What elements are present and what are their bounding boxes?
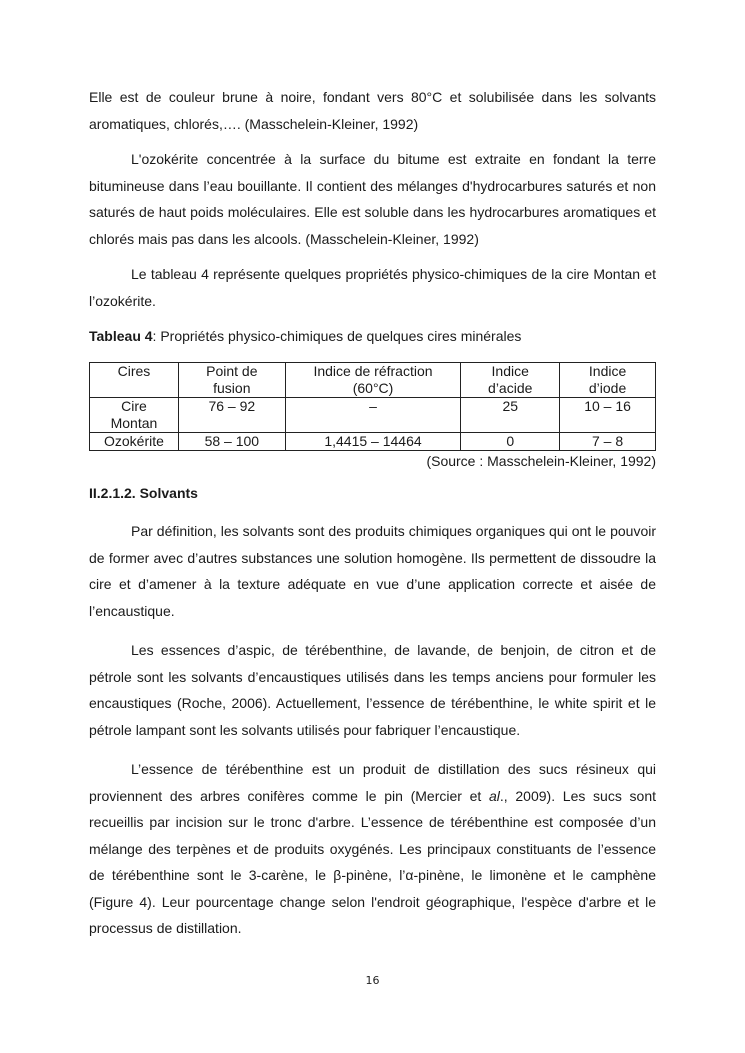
table-cell-line: Indice [491, 363, 529, 379]
paragraph-wax-color: Elle est de couleur brune à noire, fondant vers 80°C et solubilisée dans les solvants aromatiques, chlorés,…. (Masschelein-Kleiner, 1992) [89, 89, 656, 132]
table-cell-line: 58 – 100 [204, 433, 260, 449]
table-cell-line: Cires [117, 363, 151, 379]
section-heading: II.2.1.2. Solvants [89, 485, 198, 501]
paragraph-solvents-history: Les essences d’aspic, de térébenthine, de lavande, de benjoin, de citron et de pétrole sont les solvants d’encaustiques utilisés dans les temps anciens pour formuler les encaustiques (Roche, 2006). Actuellement, l’essence de térébenthine, le white spirit et le pétrole lampant sont les solvants utilisés pour fabriquer l’encaustique. [89, 642, 656, 738]
table-cell-line: Point de [206, 363, 258, 379]
turpentine-text-1: L’essence de térébenthine est un produit de distillation des sucs résineux qui proviennent des arbres conifères comme le pin (Mercier et [89, 761, 656, 804]
table-header-cell [285, 363, 461, 398]
table-cell-line: Ozokérite [104, 433, 164, 449]
table-cell-line: Montan [110, 415, 158, 431]
table-cell [178, 433, 285, 451]
turpentine-text-italic: al [489, 787, 500, 804]
paragraph-ozokerite: L'ozokérite concentrée à la surface du bitume est extraite en fondant la terre bitumineuse dans l’eau bouillante. Il contient des mélanges d'hydrocarbures saturés et non saturés de haut poids moléculaires. Elle est soluble dans les hydrocarbures aromatiques et chlorés mais pas dans les alcools. (Masschelein-Kleiner, 1992) [89, 151, 656, 247]
paragraph-solvents-definition: Par définition, les solvants sont des produits chimiques organiques qui ont le pouvoir de former avec d’autres substances une solution homogène. Ils permettent de dissoudre la cire et d’amener à la texture adéquate en vue d’une application correcte et aisée de l’encaustique. [89, 523, 656, 619]
properties-table-body [90, 363, 656, 451]
table-header-cell [90, 363, 179, 398]
table-cell-line: (60°C) [352, 380, 394, 396]
table-cell [90, 398, 179, 433]
table-cell-line: Cire [121, 398, 147, 414]
table-header-row [90, 363, 656, 398]
table-cell-line: fusion [213, 380, 251, 396]
table-cell [90, 433, 179, 451]
table-cell-line: d’iode [588, 380, 627, 396]
table-cell-line: 7 – 8 [592, 433, 624, 449]
page-number: 16 [365, 974, 380, 987]
table-header-cell [178, 363, 285, 398]
paragraph-table-intro: Le tableau 4 représente quelques propriétés physico-chimiques de la cire Montan et l’ozokérite. [89, 266, 656, 309]
table-cell [560, 398, 656, 433]
table-cell [285, 398, 461, 433]
table-header-cell [461, 363, 560, 398]
table-row [90, 398, 656, 433]
table-cell [461, 433, 560, 451]
table-cell-line: 0 [506, 433, 515, 449]
turpentine-text-2: ., 2009). Les sucs sont recueillis par incision sur le tronc d'arbre. L’essence de térébenthine est composée d’un mélange des terpènes et de produits oxygénés. Les principaux constituants de l’essence de térébenthine sont le 3-carène, le β-pinène, l’α-pinène, le limonène et le camphène (Figure 4). Leur pourcentage change selon l'endroit géographique, l'espèce d'arbre et le processus de distillation. [89, 787, 656, 936]
table-cell [178, 398, 285, 433]
table-caption-label: Tableau 4 [89, 328, 153, 344]
table-cell-line: 1,4415 – 14464 [324, 433, 422, 449]
table-cell-line: d’acide [488, 380, 533, 396]
page-body [89, 84, 656, 942]
table-cell-line: Indice de réfraction [313, 363, 433, 379]
table-cell-line: 25 [502, 398, 519, 414]
table-source: (Source : Masschelein-Kleiner, 1992) [426, 453, 656, 469]
properties-table [89, 362, 656, 451]
table-cell-line: 10 – 16 [584, 398, 631, 414]
table-cell [285, 433, 461, 451]
table-row [90, 433, 656, 451]
table-caption-text: : Propriétés physico-chimiques de quelques cires minérales [152, 328, 522, 344]
table-cell [461, 398, 560, 433]
table-cell [560, 433, 656, 451]
table-cell-line: 76 – 92 [208, 398, 256, 414]
paragraph-turpentine [89, 756, 656, 942]
table-header-cell [560, 363, 656, 398]
table-cell-line: – [369, 398, 377, 414]
table-cell-line: Indice [588, 363, 627, 379]
table-caption [89, 327, 656, 345]
